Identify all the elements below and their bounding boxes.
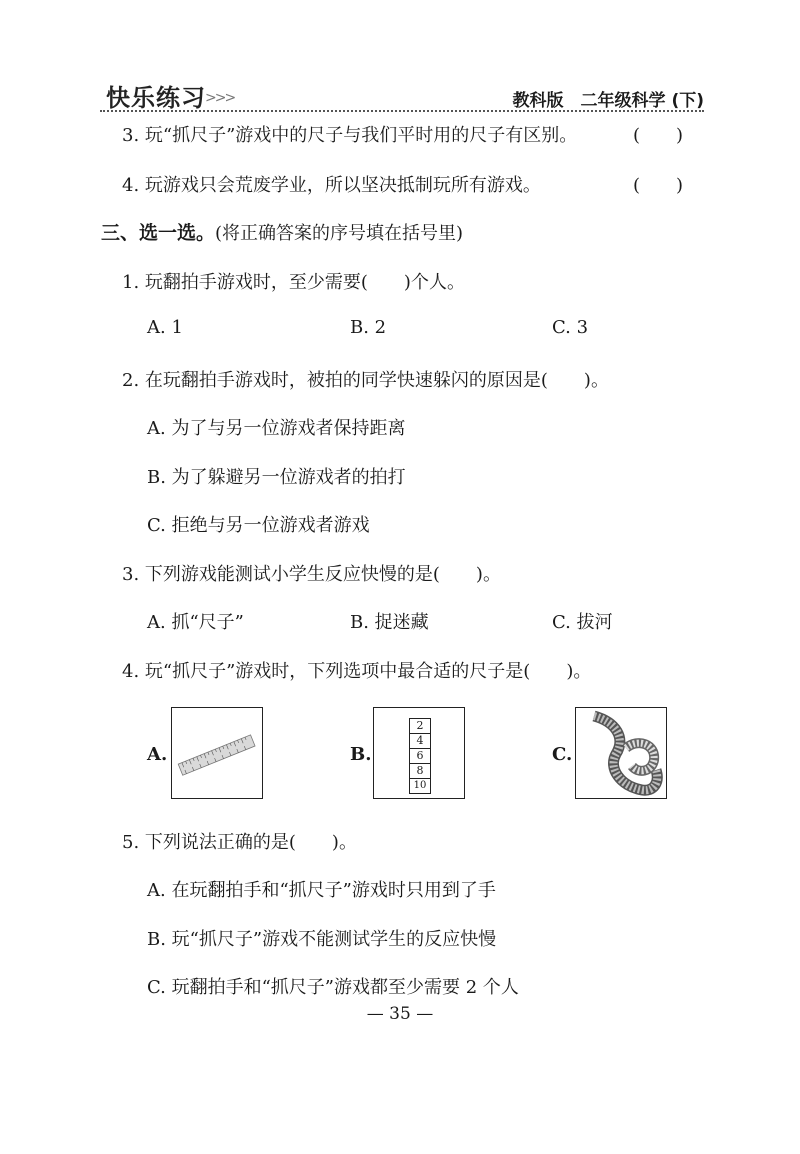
- question-5-stem: 5. 下列说法正确的是( )。: [122, 832, 357, 853]
- q1-option-c[interactable]: C. 3: [552, 317, 589, 338]
- q1-option-b[interactable]: B. 2: [350, 317, 387, 338]
- question-3-stem: 3. 下列游戏能测试小学生反应快慢的是( )。: [122, 564, 501, 585]
- chevron-decoration-icon: >>>: [205, 90, 235, 106]
- section-instruction: (将正确答案的序号填在括号里): [215, 223, 464, 244]
- header-divider: [100, 110, 704, 112]
- ruler-mark: 8: [410, 764, 430, 779]
- q1-option-a[interactable]: A. 1: [147, 317, 183, 338]
- ruler-mark: 2: [410, 719, 430, 734]
- q4-option-c-label[interactable]: C.: [552, 744, 573, 765]
- straight-ruler-icon: [172, 708, 262, 798]
- section-title-text: 三、选一选。: [101, 222, 216, 244]
- q2-option-c[interactable]: C. 拒绝与另一位游戏者游戏: [147, 515, 370, 536]
- q5-option-c[interactable]: C. 玩翻拍手和“抓尺子”游戏都至少需要 2 个人: [147, 977, 519, 998]
- q3-option-a[interactable]: A. 抓“尺子”: [147, 612, 244, 633]
- question-1-stem: 1. 玩翻拍手游戏时，至少需要( )个人。: [122, 272, 465, 293]
- q2-option-b[interactable]: B. 为了躲避另一位游戏者的拍打: [147, 467, 406, 488]
- judge-answer-3[interactable]: ( ): [633, 125, 684, 146]
- ruler-mark: 10: [413, 780, 427, 791]
- q4-option-a-label[interactable]: A.: [147, 744, 168, 765]
- q3-option-b[interactable]: B. 捉迷藏: [350, 612, 429, 633]
- judge-item-4: 4. 玩游戏只会荒废学业，所以坚决抵制玩所有游戏。: [122, 175, 541, 196]
- paper-ruler-strip: [409, 718, 431, 794]
- tape-measure-icon: [576, 708, 666, 798]
- q4-option-b-label[interactable]: B.: [350, 744, 372, 765]
- ruler-mark: 4: [410, 734, 430, 749]
- header-title: 快乐练习: [106, 84, 206, 112]
- judge-answer-4[interactable]: ( ): [633, 175, 684, 196]
- q5-option-b[interactable]: B. 玩“抓尺子”游戏不能测试学生的反应快慢: [147, 929, 497, 950]
- question-2-stem: 2. 在玩翻拍手游戏时，被拍的同学快速躲闪的原因是( )。: [122, 370, 609, 391]
- q5-option-a[interactable]: A. 在玩翻拍手和“抓尺子”游戏时只用到了手: [147, 880, 496, 901]
- straight-ruler-image[interactable]: [171, 707, 263, 799]
- q2-option-a[interactable]: A. 为了与另一位游戏者保持距离: [147, 418, 406, 439]
- paper-ruler-image[interactable]: [373, 707, 465, 799]
- judge-item-3: 3. 玩“抓尺子”游戏中的尺子与我们平时用的尺子有区别。: [122, 125, 578, 146]
- q3-option-c[interactable]: C. 拔河: [552, 612, 613, 633]
- tape-measure-image[interactable]: [575, 707, 667, 799]
- section-title: [101, 218, 463, 245]
- edition-label: 教科版 二年级科学 (下): [512, 91, 704, 111]
- page-number: — 35 —: [366, 1004, 434, 1024]
- question-4-stem: 4. 玩“抓尺子”游戏时，下列选项中最合适的尺子是( )。: [122, 661, 592, 682]
- ruler-mark: 6: [410, 749, 430, 764]
